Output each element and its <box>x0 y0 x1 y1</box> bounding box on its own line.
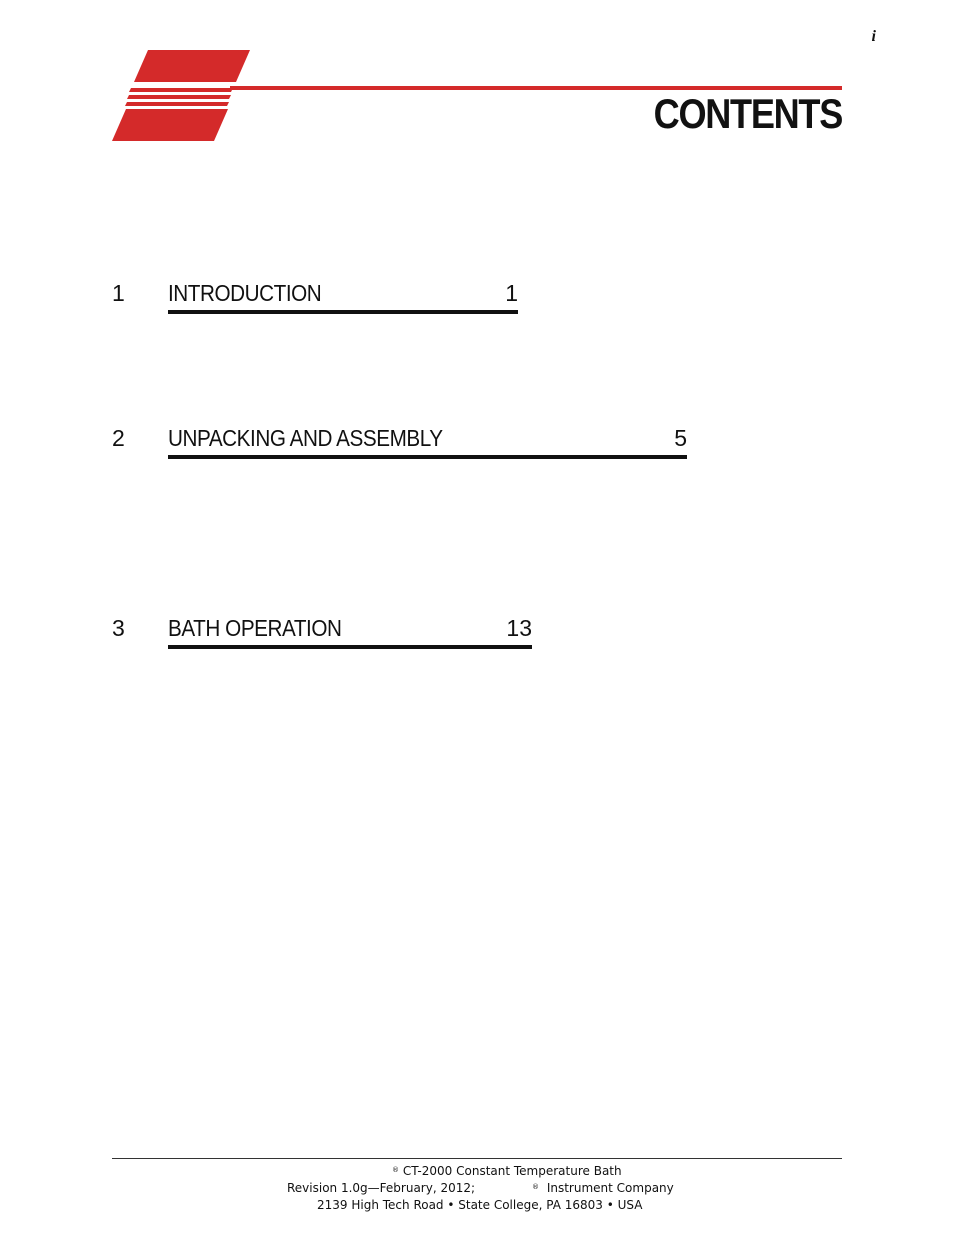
toc-page-number: 5 <box>674 425 687 451</box>
footer-line-revision <box>112 1180 842 1197</box>
company-logo <box>112 50 252 142</box>
toc-chapter-title: INTRODUCTION <box>168 280 322 306</box>
toc-link-introduction[interactable] <box>168 280 518 314</box>
footer-line-product <box>112 1163 842 1180</box>
toc-chapter-title: BATH OPERATION <box>168 615 342 641</box>
toc-chapter-number: 2 <box>112 425 125 451</box>
page-title: CONTENTS <box>653 90 842 137</box>
toc-chapter-title: UNPACKING AND ASSEMBLY <box>168 425 443 451</box>
toc-page-number: 1 <box>505 280 518 306</box>
footer-company: Instrument Company <box>546 1181 674 1195</box>
toc-link-unpacking-and-assembly[interactable] <box>168 425 687 459</box>
footer-rule <box>112 1158 842 1159</box>
toc-chapter-number: 3 <box>112 615 125 641</box>
footer-address: 2139 High Tech Road • State College, PA 16803 • USA <box>317 1198 643 1212</box>
toc-page-number: 13 <box>506 615 532 641</box>
registered-mark: ® <box>532 1183 539 1191</box>
registered-mark: ® <box>392 1166 399 1174</box>
page-number: i <box>871 28 876 45</box>
toc-link-bath-operation[interactable] <box>168 615 532 649</box>
footer <box>112 1163 842 1214</box>
footer-product-name: CT-2000 Constant Temperature Bath <box>402 1164 622 1178</box>
footer-revision: Revision 1.0g—February, 2012; <box>287 1181 476 1195</box>
footer-line-address <box>112 1197 842 1214</box>
toc-chapter-number: 1 <box>112 280 125 306</box>
